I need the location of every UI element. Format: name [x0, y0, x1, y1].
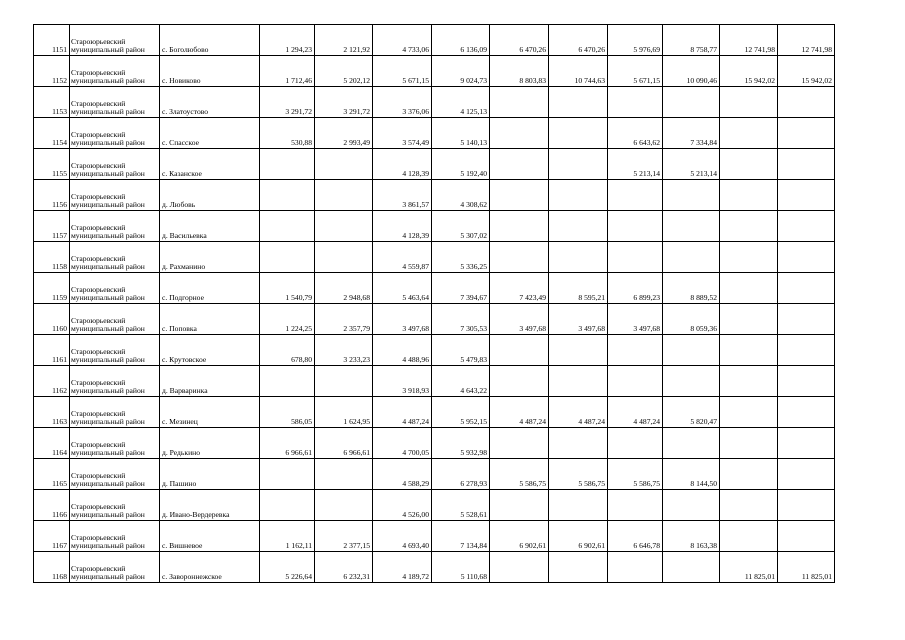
value-cell	[260, 366, 315, 397]
locality-cell: с. Мезинец	[160, 397, 260, 428]
value-cell: 5 226,64	[260, 552, 315, 583]
value-cell	[720, 273, 778, 304]
value-cell: 5 528,61	[432, 490, 490, 521]
value-cell: 10 090,46	[663, 56, 720, 87]
value-cell: 5 307,02	[432, 211, 490, 242]
value-cell	[778, 366, 835, 397]
value-cell	[663, 490, 720, 521]
row-number: 1168	[34, 552, 70, 583]
locality-cell: с. Спасское	[160, 118, 260, 149]
locality-cell: д. Рахманино	[160, 242, 260, 273]
value-cell	[549, 366, 608, 397]
value-cell: 3 918,93	[373, 366, 432, 397]
table-row	[34, 180, 835, 211]
value-cell	[720, 149, 778, 180]
value-cell: 6 278,93	[432, 459, 490, 490]
value-cell: 2 357,79	[315, 304, 373, 335]
value-cell	[778, 211, 835, 242]
value-cell: 3 291,72	[315, 87, 373, 118]
row-number: 1156	[34, 180, 70, 211]
locality-cell: с. Крутовское	[160, 335, 260, 366]
value-cell: 7 305,53	[432, 304, 490, 335]
value-cell: 3 497,68	[549, 304, 608, 335]
locality-cell: д. Ивано-Вердеревка	[160, 490, 260, 521]
value-cell	[315, 180, 373, 211]
table-body	[34, 25, 835, 583]
value-cell: 5 586,75	[549, 459, 608, 490]
table-row	[34, 273, 835, 304]
tariff-table	[33, 24, 835, 583]
row-number: 1159	[34, 273, 70, 304]
value-cell	[608, 490, 663, 521]
value-cell	[663, 335, 720, 366]
district-cell: Староюрьевский муниципальный район	[70, 304, 160, 335]
value-cell	[549, 428, 608, 459]
value-cell	[778, 490, 835, 521]
value-cell: 8 163,38	[663, 521, 720, 552]
value-cell: 2 948,68	[315, 273, 373, 304]
value-cell	[720, 335, 778, 366]
table-row	[34, 149, 835, 180]
value-cell	[549, 242, 608, 273]
value-cell	[549, 149, 608, 180]
value-cell: 530,88	[260, 118, 315, 149]
value-cell: 1 294,23	[260, 25, 315, 56]
value-cell: 3 291,72	[260, 87, 315, 118]
value-cell: 5 336,25	[432, 242, 490, 273]
value-cell	[720, 428, 778, 459]
value-cell: 5 671,15	[608, 56, 663, 87]
district-cell: Староюрьевский муниципальный район	[70, 490, 160, 521]
value-cell: 1 224,25	[260, 304, 315, 335]
value-cell: 9 024,73	[432, 56, 490, 87]
value-cell: 6 902,61	[490, 521, 549, 552]
value-cell: 4 559,87	[373, 242, 432, 273]
table-row	[34, 366, 835, 397]
value-cell	[778, 273, 835, 304]
row-number: 1158	[34, 242, 70, 273]
value-cell	[315, 366, 373, 397]
value-cell: 586,05	[260, 397, 315, 428]
value-cell: 5 192,40	[432, 149, 490, 180]
value-cell: 4 700,05	[373, 428, 432, 459]
value-cell	[778, 335, 835, 366]
value-cell	[663, 211, 720, 242]
district-cell: Староюрьевский муниципальный район	[70, 521, 160, 552]
value-cell: 6 643,62	[608, 118, 663, 149]
value-cell: 12 741,98	[778, 25, 835, 56]
district-cell: Староюрьевский муниципальный район	[70, 118, 160, 149]
row-number: 1163	[34, 397, 70, 428]
value-cell: 4 487,24	[490, 397, 549, 428]
value-cell: 2 993,49	[315, 118, 373, 149]
value-cell: 4 487,24	[549, 397, 608, 428]
value-cell	[720, 490, 778, 521]
value-cell	[778, 242, 835, 273]
value-cell	[490, 428, 549, 459]
value-cell	[549, 211, 608, 242]
table-row	[34, 304, 835, 335]
value-cell: 8 803,83	[490, 56, 549, 87]
value-cell	[608, 242, 663, 273]
table-row	[34, 211, 835, 242]
value-cell: 5 586,75	[490, 459, 549, 490]
row-number: 1167	[34, 521, 70, 552]
value-cell: 11 825,01	[778, 552, 835, 583]
value-cell: 4 308,62	[432, 180, 490, 211]
value-cell	[778, 304, 835, 335]
value-cell	[490, 335, 549, 366]
value-cell	[663, 428, 720, 459]
locality-cell: с. Поповка	[160, 304, 260, 335]
value-cell	[490, 552, 549, 583]
value-cell	[490, 180, 549, 211]
value-cell	[608, 366, 663, 397]
row-number: 1154	[34, 118, 70, 149]
value-cell: 4 487,24	[373, 397, 432, 428]
value-cell: 8 059,36	[663, 304, 720, 335]
locality-cell: с. Подгорное	[160, 273, 260, 304]
locality-cell: д. Варваринка	[160, 366, 260, 397]
value-cell: 5 479,83	[432, 335, 490, 366]
locality-cell: с. Златоустово	[160, 87, 260, 118]
district-cell: Староюрьевский муниципальный район	[70, 87, 160, 118]
district-cell: Староюрьевский муниципальный район	[70, 397, 160, 428]
row-number: 1160	[34, 304, 70, 335]
value-cell: 5 976,69	[608, 25, 663, 56]
locality-cell: д. Любовь	[160, 180, 260, 211]
value-cell	[720, 211, 778, 242]
value-cell: 12 741,98	[720, 25, 778, 56]
row-number: 1153	[34, 87, 70, 118]
table-row	[34, 242, 835, 273]
value-cell	[720, 118, 778, 149]
value-cell	[260, 242, 315, 273]
value-cell	[720, 180, 778, 211]
value-cell: 4 189,72	[373, 552, 432, 583]
value-cell	[608, 552, 663, 583]
value-cell: 7 423,49	[490, 273, 549, 304]
table-row	[34, 118, 835, 149]
value-cell	[720, 397, 778, 428]
value-cell	[490, 149, 549, 180]
value-cell	[549, 118, 608, 149]
value-cell: 6 966,61	[315, 428, 373, 459]
value-cell	[778, 521, 835, 552]
row-number: 1161	[34, 335, 70, 366]
table-row	[34, 87, 835, 118]
row-number: 1164	[34, 428, 70, 459]
value-cell: 3 861,57	[373, 180, 432, 211]
table-row	[34, 459, 835, 490]
value-cell	[778, 118, 835, 149]
value-cell	[608, 211, 663, 242]
value-cell	[720, 87, 778, 118]
value-cell	[490, 87, 549, 118]
value-cell: 6 470,26	[549, 25, 608, 56]
value-cell: 678,80	[260, 335, 315, 366]
row-number: 1152	[34, 56, 70, 87]
locality-cell: д. Васильевка	[160, 211, 260, 242]
value-cell	[608, 428, 663, 459]
table-row	[34, 552, 835, 583]
row-number: 1151	[34, 25, 70, 56]
value-cell	[663, 552, 720, 583]
value-cell	[490, 490, 549, 521]
value-cell	[608, 180, 663, 211]
value-cell: 3 574,49	[373, 118, 432, 149]
value-cell: 15 942,02	[778, 56, 835, 87]
value-cell	[608, 87, 663, 118]
value-cell	[549, 335, 608, 366]
value-cell	[260, 180, 315, 211]
value-cell	[663, 242, 720, 273]
value-cell	[720, 366, 778, 397]
table-row	[34, 521, 835, 552]
value-cell: 7 394,67	[432, 273, 490, 304]
value-cell: 15 942,02	[720, 56, 778, 87]
district-cell: Староюрьевский муниципальный район	[70, 366, 160, 397]
table-row	[34, 335, 835, 366]
value-cell	[778, 428, 835, 459]
value-cell: 1 624,95	[315, 397, 373, 428]
district-cell: Староюрьевский муниципальный район	[70, 25, 160, 56]
value-cell: 5 213,14	[663, 149, 720, 180]
value-cell: 5 586,75	[608, 459, 663, 490]
value-cell: 8 889,52	[663, 273, 720, 304]
value-cell	[315, 149, 373, 180]
value-cell: 4 488,96	[373, 335, 432, 366]
value-cell: 3 233,23	[315, 335, 373, 366]
value-cell: 4 588,29	[373, 459, 432, 490]
district-cell: Староюрьевский муниципальный район	[70, 56, 160, 87]
value-cell	[490, 211, 549, 242]
district-cell: Староюрьевский муниципальный район	[70, 552, 160, 583]
value-cell: 6 232,31	[315, 552, 373, 583]
district-cell: Староюрьевский муниципальный район	[70, 428, 160, 459]
value-cell	[778, 459, 835, 490]
locality-cell: с. Завороннежское	[160, 552, 260, 583]
value-cell: 4 128,39	[373, 149, 432, 180]
table-row	[34, 25, 835, 56]
value-cell	[549, 552, 608, 583]
value-cell	[549, 490, 608, 521]
value-cell: 5 213,14	[608, 149, 663, 180]
value-cell: 5 140,13	[432, 118, 490, 149]
row-number: 1162	[34, 366, 70, 397]
value-cell: 4 526,00	[373, 490, 432, 521]
value-cell: 5 110,68	[432, 552, 490, 583]
value-cell: 1 162,11	[260, 521, 315, 552]
value-cell	[663, 366, 720, 397]
value-cell: 8 758,77	[663, 25, 720, 56]
value-cell	[778, 149, 835, 180]
district-cell: Староюрьевский муниципальный район	[70, 459, 160, 490]
value-cell	[315, 490, 373, 521]
row-number: 1166	[34, 490, 70, 521]
locality-cell: д. Пашино	[160, 459, 260, 490]
value-cell: 8 595,21	[549, 273, 608, 304]
value-cell: 2 121,92	[315, 25, 373, 56]
value-cell	[549, 180, 608, 211]
value-cell: 4 125,13	[432, 87, 490, 118]
value-cell: 11 825,01	[720, 552, 778, 583]
value-cell: 3 376,06	[373, 87, 432, 118]
district-cell: Староюрьевский муниципальный район	[70, 242, 160, 273]
row-number: 1157	[34, 211, 70, 242]
table-row	[34, 428, 835, 459]
value-cell: 7 134,84	[432, 521, 490, 552]
value-cell: 3 497,68	[490, 304, 549, 335]
value-cell	[778, 397, 835, 428]
value-cell: 2 377,15	[315, 521, 373, 552]
value-cell: 6 646,78	[608, 521, 663, 552]
value-cell: 10 744,63	[549, 56, 608, 87]
value-cell: 3 497,68	[373, 304, 432, 335]
value-cell	[315, 242, 373, 273]
locality-cell: с. Новиково	[160, 56, 260, 87]
value-cell: 1 712,46	[260, 56, 315, 87]
value-cell	[778, 180, 835, 211]
locality-cell: с. Боголюбово	[160, 25, 260, 56]
value-cell: 3 497,68	[608, 304, 663, 335]
value-cell	[720, 521, 778, 552]
value-cell	[720, 459, 778, 490]
value-cell: 6 966,61	[260, 428, 315, 459]
value-cell	[490, 242, 549, 273]
locality-cell: с. Казанское	[160, 149, 260, 180]
table-row	[34, 490, 835, 521]
value-cell	[608, 335, 663, 366]
locality-cell: с. Вишневое	[160, 521, 260, 552]
value-cell	[260, 149, 315, 180]
district-cell: Староюрьевский муниципальный район	[70, 273, 160, 304]
value-cell: 4 693,40	[373, 521, 432, 552]
value-cell: 6 902,61	[549, 521, 608, 552]
value-cell	[260, 490, 315, 521]
value-cell: 8 144,50	[663, 459, 720, 490]
value-cell: 4 128,39	[373, 211, 432, 242]
value-cell	[315, 459, 373, 490]
value-cell: 1 540,79	[260, 273, 315, 304]
district-cell: Староюрьевский муниципальный район	[70, 180, 160, 211]
value-cell: 4 733,06	[373, 25, 432, 56]
value-cell	[260, 211, 315, 242]
value-cell: 6 136,09	[432, 25, 490, 56]
row-number: 1155	[34, 149, 70, 180]
value-cell: 5 820,47	[663, 397, 720, 428]
value-cell	[315, 211, 373, 242]
value-cell	[490, 118, 549, 149]
locality-cell: д. Редькино	[160, 428, 260, 459]
value-cell	[720, 242, 778, 273]
district-cell: Староюрьевский муниципальный район	[70, 211, 160, 242]
table-row	[34, 397, 835, 428]
value-cell: 5 932,98	[432, 428, 490, 459]
value-cell: 4 643,22	[432, 366, 490, 397]
value-cell: 6 470,26	[490, 25, 549, 56]
district-cell: Староюрьевский муниципальный район	[70, 335, 160, 366]
value-cell	[720, 304, 778, 335]
value-cell: 5 671,15	[373, 56, 432, 87]
value-cell: 7 334,84	[663, 118, 720, 149]
value-cell: 5 202,12	[315, 56, 373, 87]
value-cell: 5 463,64	[373, 273, 432, 304]
value-cell: 5 952,15	[432, 397, 490, 428]
value-cell	[663, 180, 720, 211]
district-cell: Староюрьевский муниципальный район	[70, 149, 160, 180]
value-cell	[663, 87, 720, 118]
value-cell: 6 899,23	[608, 273, 663, 304]
value-cell	[549, 87, 608, 118]
value-cell: 4 487,24	[608, 397, 663, 428]
value-cell	[260, 459, 315, 490]
table-row	[34, 56, 835, 87]
value-cell	[490, 366, 549, 397]
value-cell	[778, 87, 835, 118]
row-number: 1165	[34, 459, 70, 490]
